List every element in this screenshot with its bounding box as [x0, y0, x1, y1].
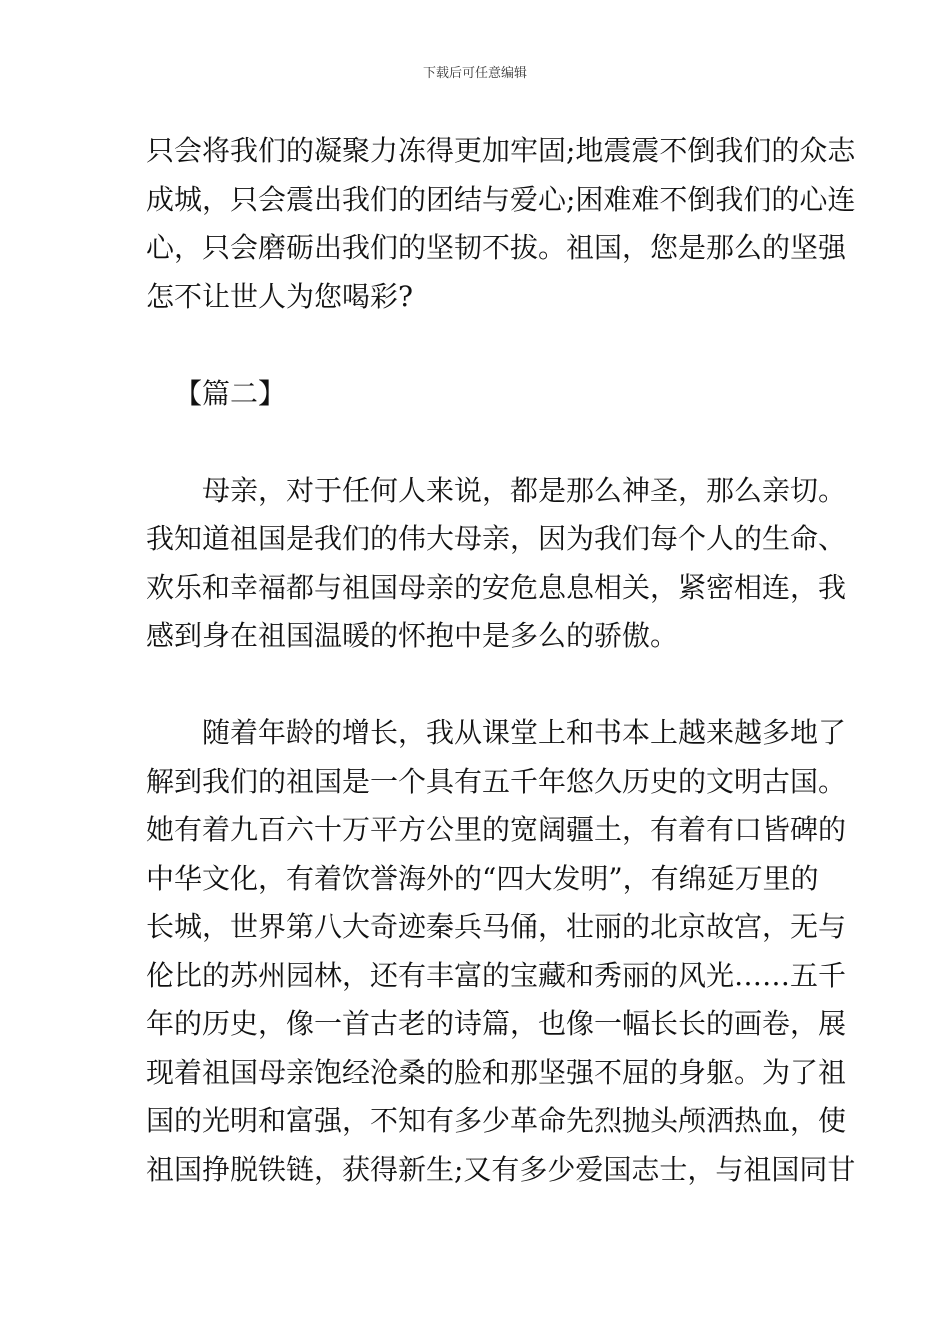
- text-line: 祖国挣脱铁链，获得新生;又有多少爱国志士，与祖国同甘: [146, 1152, 856, 1186]
- text-line: 我知道祖国是我们的伟大母亲，因为我们每个人的生命、: [146, 522, 847, 555]
- text-line: 年的历史，像一首古老的诗篇，也像一幅长长的画卷，展: [146, 1007, 847, 1040]
- text-line: 母亲，对于任何人来说，都是那么神圣，那么亲切。: [202, 473, 847, 507]
- paragraph-gap: [146, 321, 810, 370]
- text-line: 感到身在祖国温暖的怀抱中是多么的骄傲。: [146, 619, 679, 652]
- text-line: 伦比的苏州园林，还有丰富的宝藏和秀丽的风光……五千: [146, 958, 847, 992]
- paragraph-2: [146, 467, 847, 661]
- text-line: 中华文化，有着饮誉海外的“四大发明”，有绵延万里的: [146, 861, 819, 895]
- text-line: 心，只会磨砺出我们的坚韧不拔。祖国，您是那么的坚强: [146, 231, 847, 264]
- text-line: 随着年龄的增长，我从课堂上和书本上越来越多地了: [202, 716, 847, 749]
- page-header: 下载后可任意编辑: [422, 66, 527, 81]
- paragraph-gap: [146, 661, 810, 710]
- text-line: 解到我们的祖国是一个具有五千年悠久历史的文明古国。: [146, 764, 847, 798]
- paragraph-gap: [146, 418, 810, 467]
- text-line: 她有着九百六十万平方公里的宽阔疆土，有着有口皆碑的: [146, 813, 847, 846]
- text-line: 怎不让世人为您喝彩?: [146, 279, 414, 313]
- text-line: 成城，只会震出我们的团结与爱心;困难难不倒我们的心连: [146, 182, 856, 216]
- paragraph-intro: [146, 127, 856, 321]
- text-line: 现着祖国母亲饱经沧桑的脸和那坚强不屈的身躯。为了祖: [146, 1055, 847, 1089]
- paragraph-3: [146, 709, 856, 1194]
- text-line: 欢乐和幸福都与祖国母亲的安危息息相关，紧密相连，我: [146, 570, 847, 604]
- text-line: 国的光明和富强，不知有多少革命先烈抛头颅洒热血，使: [146, 1104, 847, 1137]
- text-line: 长城，世界第八大奇迹秦兵马俑，壮丽的北京故宫，无与: [146, 910, 847, 943]
- section-heading: 【篇二】: [174, 376, 287, 410]
- document-body: [146, 127, 856, 1194]
- text-line: 只会将我们的凝聚力冻得更加牢固;地震震不倒我们的众志: [146, 134, 856, 167]
